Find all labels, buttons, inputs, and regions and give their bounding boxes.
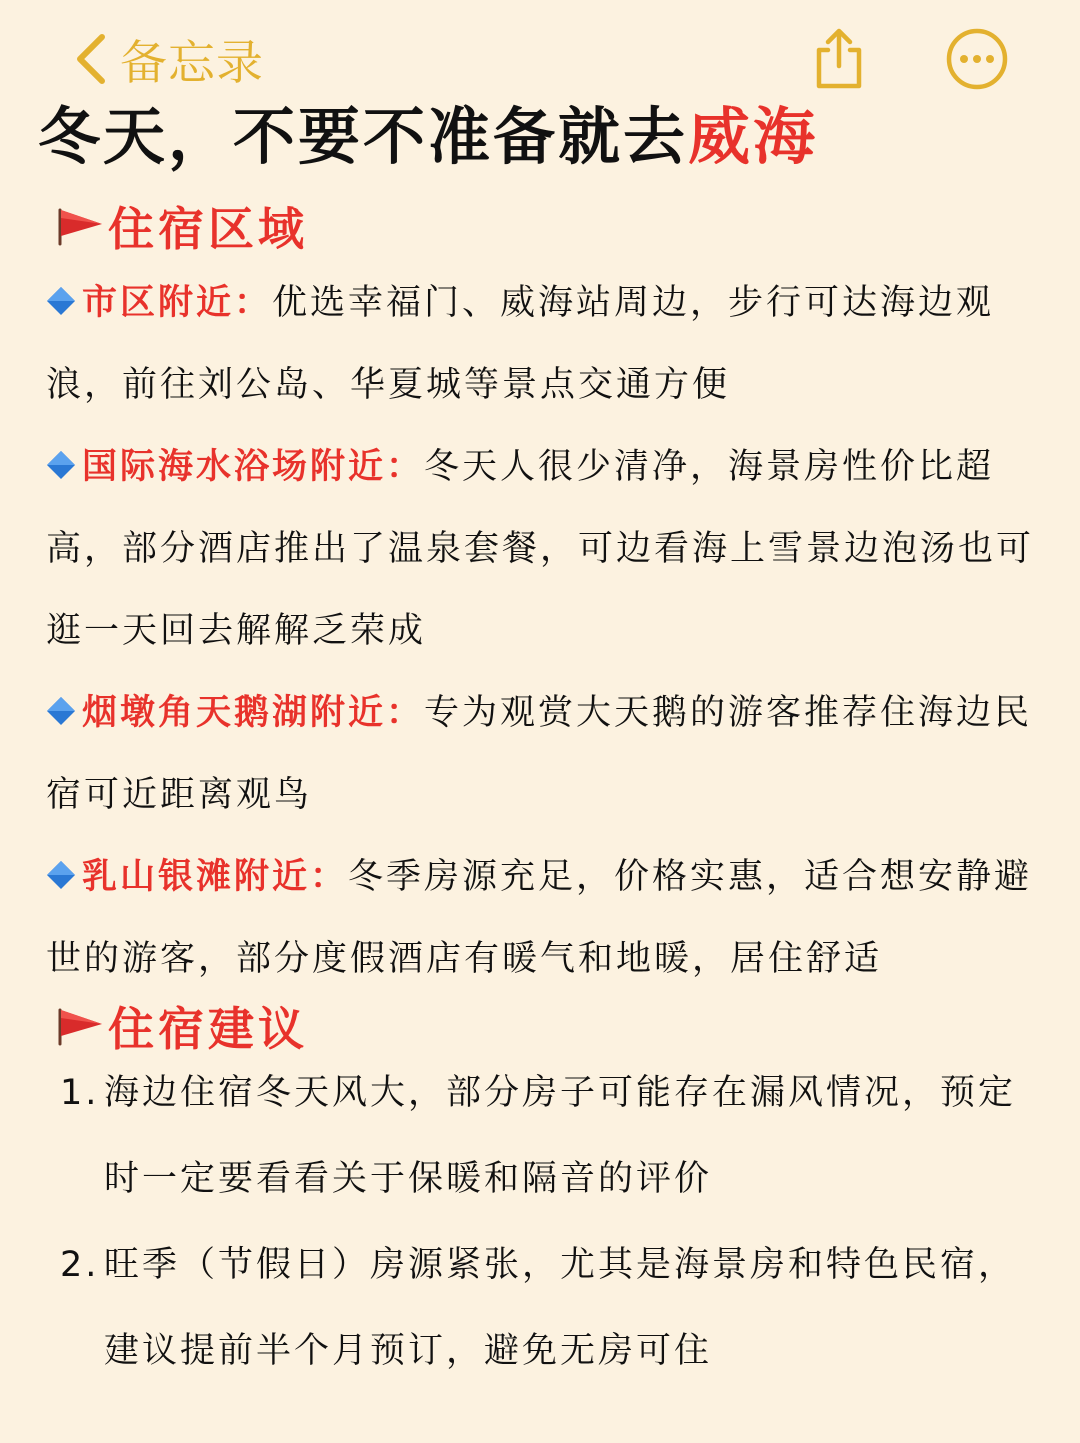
- advice-list: [60, 1050, 1040, 1394]
- area-colon: ：: [386, 693, 425, 733]
- list-number: 1.: [60, 1073, 100, 1113]
- area-name: 国际海水浴场附近: [82, 447, 387, 487]
- area-item: [46, 672, 1036, 836]
- list-item: [60, 1222, 1040, 1394]
- blue-diamond-icon: [46, 450, 76, 480]
- blue-diamond-icon: [46, 286, 76, 316]
- area-text: 优选幸福门、威海站周边，步行可达海边观浪，前往刘公岛、华夏城等景点交通方便: [46, 283, 995, 405]
- area-text: 专为观赏大天鹅的游客推荐住海边民宿可近距离观鸟: [46, 693, 1033, 815]
- area-name: 乳山银滩附近: [82, 857, 311, 897]
- area-colon: ：: [386, 447, 425, 487]
- advice-text: 旺季（节假日）房源紧张，尤其是海景房和特色民宿，建议提前半个月预订，避免无房可住: [104, 1245, 1017, 1371]
- more-icon[interactable]: [944, 26, 1010, 92]
- area-name: 烟墩角天鹅湖附近: [82, 693, 387, 733]
- red-flag-icon: [56, 1004, 106, 1048]
- area-text: 冬季房源充足，价格实惠，适合想安静避世的游客，部分度假酒店有暖气和地暖，居住舒适: [46, 857, 1033, 979]
- page-title: [38, 92, 818, 182]
- section-title: 住宿建议: [108, 1002, 308, 1056]
- advice-text: 海边住宿冬天风大，部分房子可能存在漏风情况，预定时一定要看看关于保暖和隔音的评价: [104, 1073, 1017, 1199]
- area-item: [46, 262, 1036, 426]
- list-item: [60, 1050, 1040, 1222]
- area-colon: ：: [234, 283, 273, 323]
- red-flag-icon: [56, 204, 106, 248]
- section-heading-accommodation-advice: [56, 996, 308, 1056]
- area-name: 市区附近: [82, 283, 235, 323]
- area-item: [46, 836, 1036, 1000]
- title-main: 冬天，不要不准备就去: [38, 100, 689, 173]
- chevron-left-icon: [70, 31, 114, 87]
- section-heading-accommodation-area: [56, 196, 308, 256]
- list-number: 2.: [60, 1245, 100, 1285]
- back-label: 备忘录: [120, 35, 264, 91]
- area-text: 冬天人很少清净，海景房性价比超高，部分酒店推出了温泉套餐，可边看海上雪景边泡汤也可逛一天回去解解乏荣成: [46, 447, 1035, 651]
- section-title: 住宿区域: [108, 202, 308, 256]
- blue-diamond-icon: [46, 696, 76, 726]
- back-button[interactable]: [70, 28, 264, 90]
- area-colon: ：: [310, 857, 349, 897]
- blue-diamond-icon: [46, 860, 76, 890]
- area-item: [46, 426, 1036, 672]
- title-accent: 威海: [688, 100, 819, 173]
- share-icon[interactable]: [806, 26, 872, 92]
